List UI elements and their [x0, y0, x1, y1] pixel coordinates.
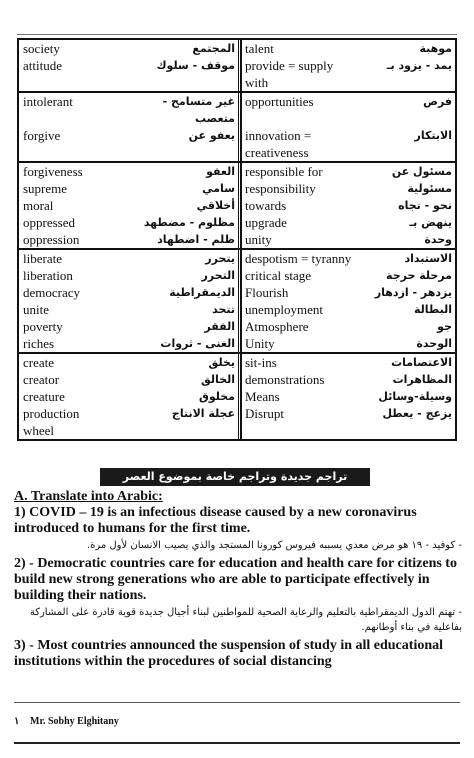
vocab-row	[19, 93, 455, 127]
vocab-row	[19, 354, 455, 371]
footer-divider	[14, 702, 460, 703]
arabic-meaning	[366, 422, 455, 439]
english-word: forgiveness	[23, 164, 83, 179]
item-english: 3) - Most countries announced the suspension of study in all educational institutions within the procedures of social distancing	[14, 638, 444, 669]
vocab-row	[19, 144, 455, 161]
arabic-meaning: مخلوق	[121, 388, 241, 405]
vocab-row	[19, 231, 455, 248]
arabic-meaning: الوحدة	[416, 337, 452, 350]
arabic-meaning: يتحرر	[121, 250, 241, 267]
english-word: provide = supply	[241, 57, 366, 74]
english-word	[241, 422, 366, 439]
english-word: sit-ins	[241, 354, 366, 371]
vocab-group	[19, 354, 455, 439]
english-word: despotism = tyranny	[241, 250, 366, 267]
english-word	[19, 144, 121, 161]
arabic-meaning: مرحلة حرجة	[386, 269, 452, 282]
arabic-meaning: تتحد	[121, 301, 241, 318]
vocab-row	[19, 267, 455, 284]
english-word	[19, 74, 121, 91]
arabic-meaning: موقف - سلوك	[121, 57, 241, 74]
arabic-meaning: الابتكار	[414, 129, 452, 142]
english-word: intolerant	[23, 94, 73, 109]
arabic-meaning	[121, 144, 241, 161]
arabic-meaning: نحو - تجاه	[398, 199, 452, 212]
english-word: critical stage	[241, 267, 366, 284]
vocab-row	[19, 422, 455, 439]
vocab-row	[19, 284, 455, 301]
english-word: demonstrations	[241, 371, 366, 388]
english-word: responsibility	[241, 180, 366, 197]
exercise-item-1	[14, 505, 462, 553]
vocab-row	[19, 74, 455, 91]
english-word: unite	[23, 302, 49, 317]
vocab-row	[19, 335, 455, 352]
english-word: oppressed	[23, 215, 75, 230]
vocab-row	[19, 405, 455, 422]
english-word: towards	[241, 197, 366, 214]
vocab-row	[19, 250, 455, 267]
exercise-item-2	[14, 556, 462, 635]
english-word: poverty	[23, 319, 63, 334]
arabic-meaning: ظلم - اضطهاد	[121, 231, 241, 248]
arabic-meaning: التحرر	[121, 267, 241, 284]
english-word: opportunities	[241, 93, 366, 127]
arabic-meaning: مسئولية	[407, 182, 452, 195]
english-word: responsible for	[241, 163, 366, 180]
arabic-meaning	[366, 74, 455, 91]
arabic-meaning: المجتمع	[121, 40, 241, 57]
vocab-row	[19, 214, 455, 231]
item-arabic: - كوفيد - ١٩ هو مرض معدي يسببه فيروس كورونا المستجد والذي يصيب الانسان لأول مرة.	[86, 540, 462, 551]
arabic-meaning: يمد - يزود بـ	[386, 59, 452, 72]
arabic-meaning: وحدة	[424, 233, 452, 246]
vocab-row	[19, 388, 455, 405]
english-word: attitude	[23, 58, 62, 73]
vocab-row	[19, 40, 455, 57]
vocab-group	[19, 163, 455, 250]
bottom-divider	[14, 742, 460, 744]
english-word: Flourish	[241, 284, 366, 301]
arabic-meaning	[366, 144, 455, 161]
arabic-meaning: الديمقراطية	[121, 284, 241, 301]
arabic-meaning: عجلة الانتاج	[121, 405, 241, 422]
arabic-meaning: يعفو عن	[121, 127, 241, 144]
english-word: wheel	[23, 423, 55, 438]
item-arabic: - تهتم الدول الديمقراطية بالتعليم والرعاية الصحية للمواطنين لبناء أجيال جديدة قوية قادرة على المشاركة بفاعلية في بناء أوطانهم.	[29, 607, 462, 633]
english-word: create	[23, 355, 55, 370]
arabic-meaning: المظاهرات	[392, 373, 452, 386]
english-word: moral	[23, 198, 54, 213]
english-word: unity	[241, 231, 366, 248]
arabic-meaning	[121, 422, 241, 439]
top-divider	[17, 34, 457, 35]
vocab-group	[19, 40, 455, 93]
arabic-meaning: الفقر	[121, 318, 241, 335]
english-word: creator	[23, 372, 60, 387]
vocab-row	[19, 318, 455, 335]
vocab-row	[19, 127, 455, 144]
vocabulary-table	[17, 38, 457, 441]
arabic-meaning: الخالق	[121, 371, 241, 388]
exercise-item-3	[14, 638, 462, 670]
arabic-meaning: فرص	[423, 95, 452, 108]
arabic-meaning	[121, 74, 241, 91]
arabic-meaning: موهبة	[419, 42, 452, 55]
section-banner: تراجم جديدة وتراجم خاصة بموضوع العصر "كورونا"	[100, 468, 370, 486]
english-word: creature	[23, 389, 65, 404]
arabic-meaning: وسيلة-وسائل	[378, 390, 452, 403]
english-word: innovation =	[241, 127, 366, 144]
vocab-row	[19, 180, 455, 197]
arabic-meaning: ينهض بـ	[409, 216, 452, 229]
english-word: oppression	[23, 232, 80, 247]
arabic-meaning: العفو	[121, 163, 241, 180]
english-word: forgive	[23, 128, 61, 143]
english-word: liberation	[23, 268, 73, 283]
arabic-meaning: مسئول عن	[391, 165, 452, 178]
english-word: Disrupt	[241, 405, 366, 422]
arabic-meaning: الاستبداد	[404, 252, 452, 265]
arabic-meaning: غير متسامح - متعصب	[121, 93, 241, 127]
english-word: Unity	[241, 335, 366, 352]
english-word: unemployment	[241, 301, 366, 318]
arabic-meaning: يزعج - يعطل	[382, 407, 452, 420]
arabic-meaning: الغنى - ثروات	[121, 335, 241, 352]
english-word: upgrade	[241, 214, 366, 231]
english-word: supreme	[23, 181, 68, 196]
english-word: democracy	[23, 285, 81, 300]
english-word: with	[241, 74, 366, 91]
arabic-meaning: الاعتصامات	[391, 356, 452, 369]
arabic-meaning: البطالة	[413, 303, 452, 316]
item-english: 1) COVID – 19 is an infectious disease caused by a new coronavirus introduced to humans for the first time.	[14, 505, 417, 536]
page-number: ١	[14, 716, 20, 727]
translation-exercise	[14, 488, 462, 670]
author-name: Mr. Sobhy Elghitany	[30, 716, 119, 727]
vocab-row	[19, 301, 455, 318]
english-word: liberate	[23, 251, 62, 266]
english-word: production	[23, 406, 80, 421]
arabic-meaning: يزدهر - ازدهار	[374, 286, 452, 299]
english-word: creativeness	[241, 144, 366, 161]
arabic-meaning: جو	[437, 320, 452, 333]
arabic-meaning: سامي	[121, 180, 241, 197]
english-word: Means	[241, 388, 366, 405]
arabic-meaning: مظلوم - مضطهد	[121, 214, 241, 231]
arabic-meaning: أخلاقي	[121, 197, 241, 214]
english-word: talent	[241, 40, 366, 57]
item-english: 2) - Democratic countries care for education and health care for citizens to build new strong generations who are able to participate effectively in building their nations.	[14, 556, 457, 603]
english-word: Atmosphere	[241, 318, 366, 335]
vocab-group	[19, 93, 455, 163]
vocab-group	[19, 250, 455, 354]
vocab-row	[19, 371, 455, 388]
exercise-title: A. Translate into Arabic:	[14, 489, 163, 504]
vocab-row	[19, 197, 455, 214]
vocab-row	[19, 57, 455, 74]
vocab-row	[19, 163, 455, 180]
english-word: riches	[23, 336, 55, 351]
arabic-meaning: يخلق	[121, 354, 241, 371]
english-word: society	[23, 41, 60, 56]
